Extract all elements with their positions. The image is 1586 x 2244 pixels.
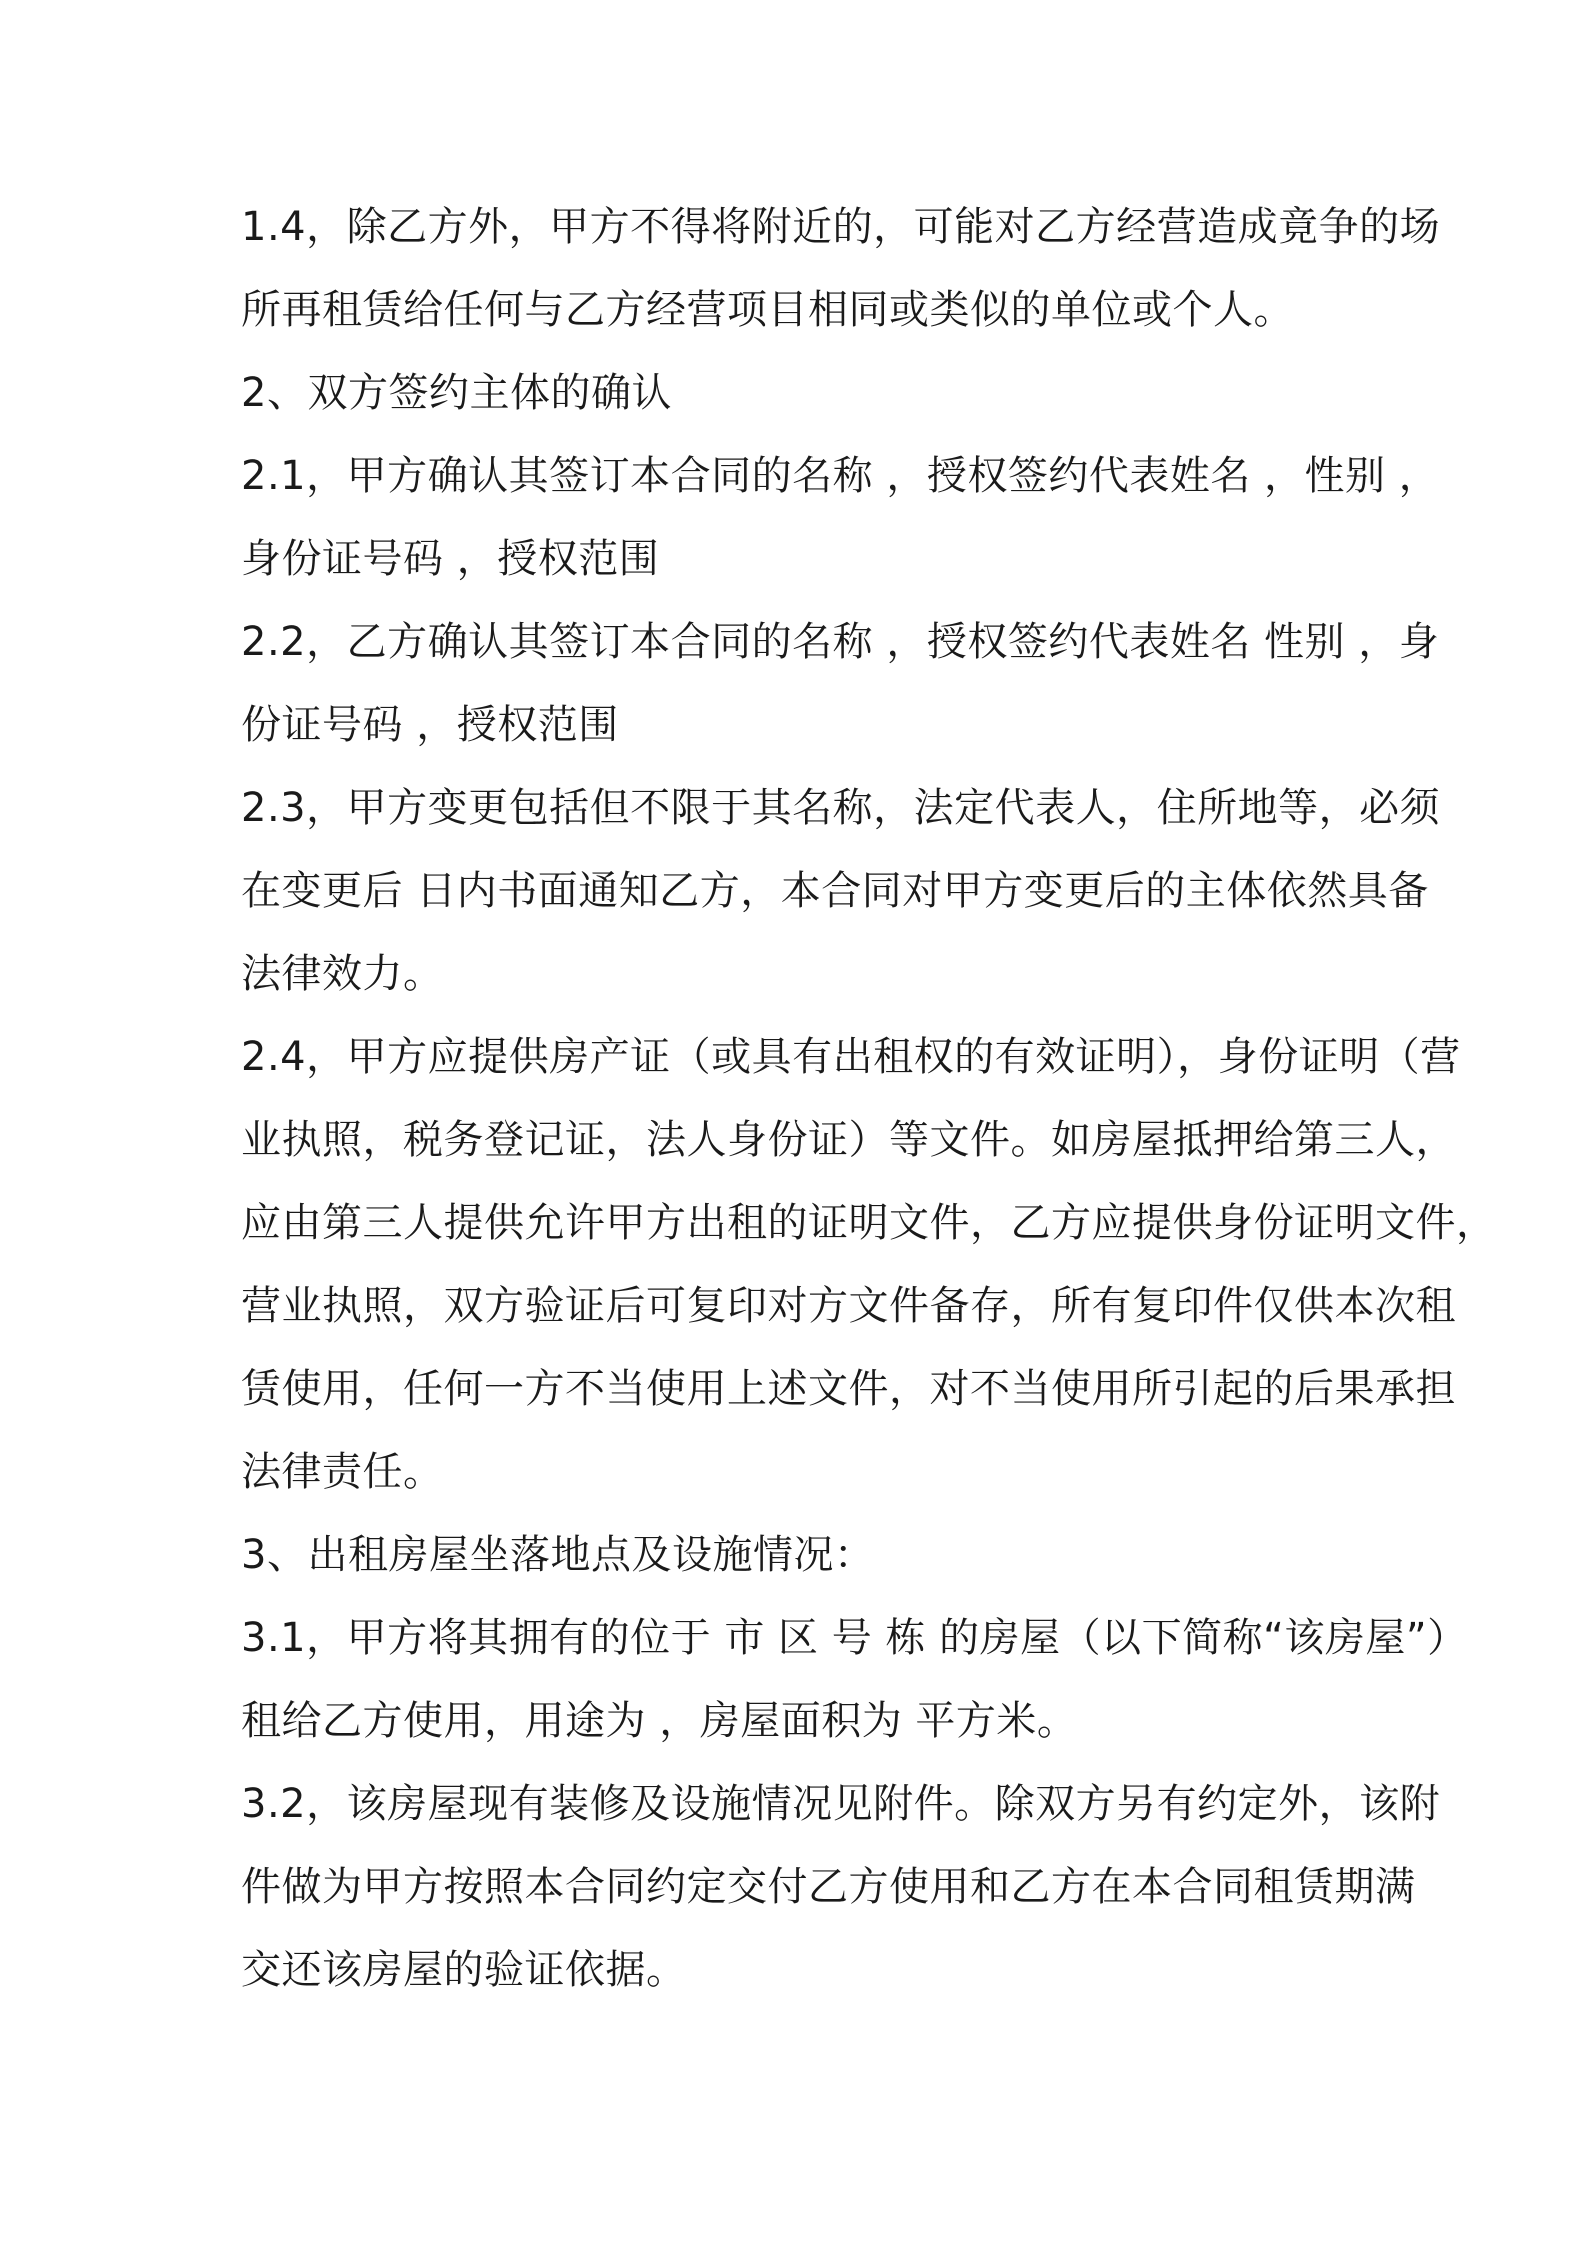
text-line: 1.4，除乙方外，甲方不得将附近的，可能对乙方经营造成竟争的场 (241, 204, 1441, 250)
text-line: 份证号码 ，授权范围 (241, 702, 619, 748)
text-line: 赁使用，任何一方不当使用上述文件，对不当使用所引起的后果承担 (241, 1366, 1456, 1412)
text-line: 2.3，甲方变更包括但不限于其名称，法定代表人，住所地等，必须 (241, 785, 1441, 831)
section-heading: 3、出租房屋坐落地点及设施情况： (241, 1532, 875, 1578)
text-line: 营业执照，双方验证后可复印对方文件备存，所有复印件仅供本次租 (241, 1283, 1456, 1329)
text-line: 在变更后 日内书面通知乙方，本合同对甲方变更后的主体依然具备 (241, 868, 1429, 914)
text-line: 3.1，甲方将其拥有的位于 市 区 号 栋 的房屋（以下简称“该房屋”） (241, 1615, 1468, 1661)
text-line: 法律责任。 (241, 1449, 444, 1495)
text-line: 法律效力。 (241, 951, 444, 997)
section-heading: 2、双方签约主体的确认 (241, 370, 672, 416)
text-line: 2.2，乙方确认其签订本合同的名称 ，授权签约代表姓名 性别 ，身 (241, 619, 1440, 665)
text-line: 应由第三人提供允许甲方出租的证明文件，乙方应提供身份证明文件， (241, 1200, 1497, 1246)
text-line: 3.2，该房屋现有装修及设施情况见附件。除双方另有约定外，该附 (241, 1781, 1441, 1827)
text-line: 业执照，税务登记证，法人身份证）等文件。如房屋抵押给第三人， (241, 1117, 1456, 1163)
text-line: 所再租赁给任何与乙方经营项目相同或类似的单位或个人。 (241, 287, 1294, 333)
text-line: 租给乙方使用，用途为 ，房屋面积为 平方米。 (241, 1698, 1078, 1744)
text-line: 身份证号码 ，授权范围 (241, 536, 660, 582)
text-line: 2.4，甲方应提供房产证（或具有出租权的有效证明），身份证明（营 (241, 1034, 1461, 1080)
text-line: 交还该房屋的验证依据。 (241, 1947, 687, 1993)
text-line: 件做为甲方按照本合同约定交付乙方使用和乙方在本合同租赁期满 (241, 1864, 1416, 1910)
text-line: 2.1，甲方确认其签订本合同的名称 ，授权签约代表姓名 ，性别 ， (241, 453, 1440, 499)
